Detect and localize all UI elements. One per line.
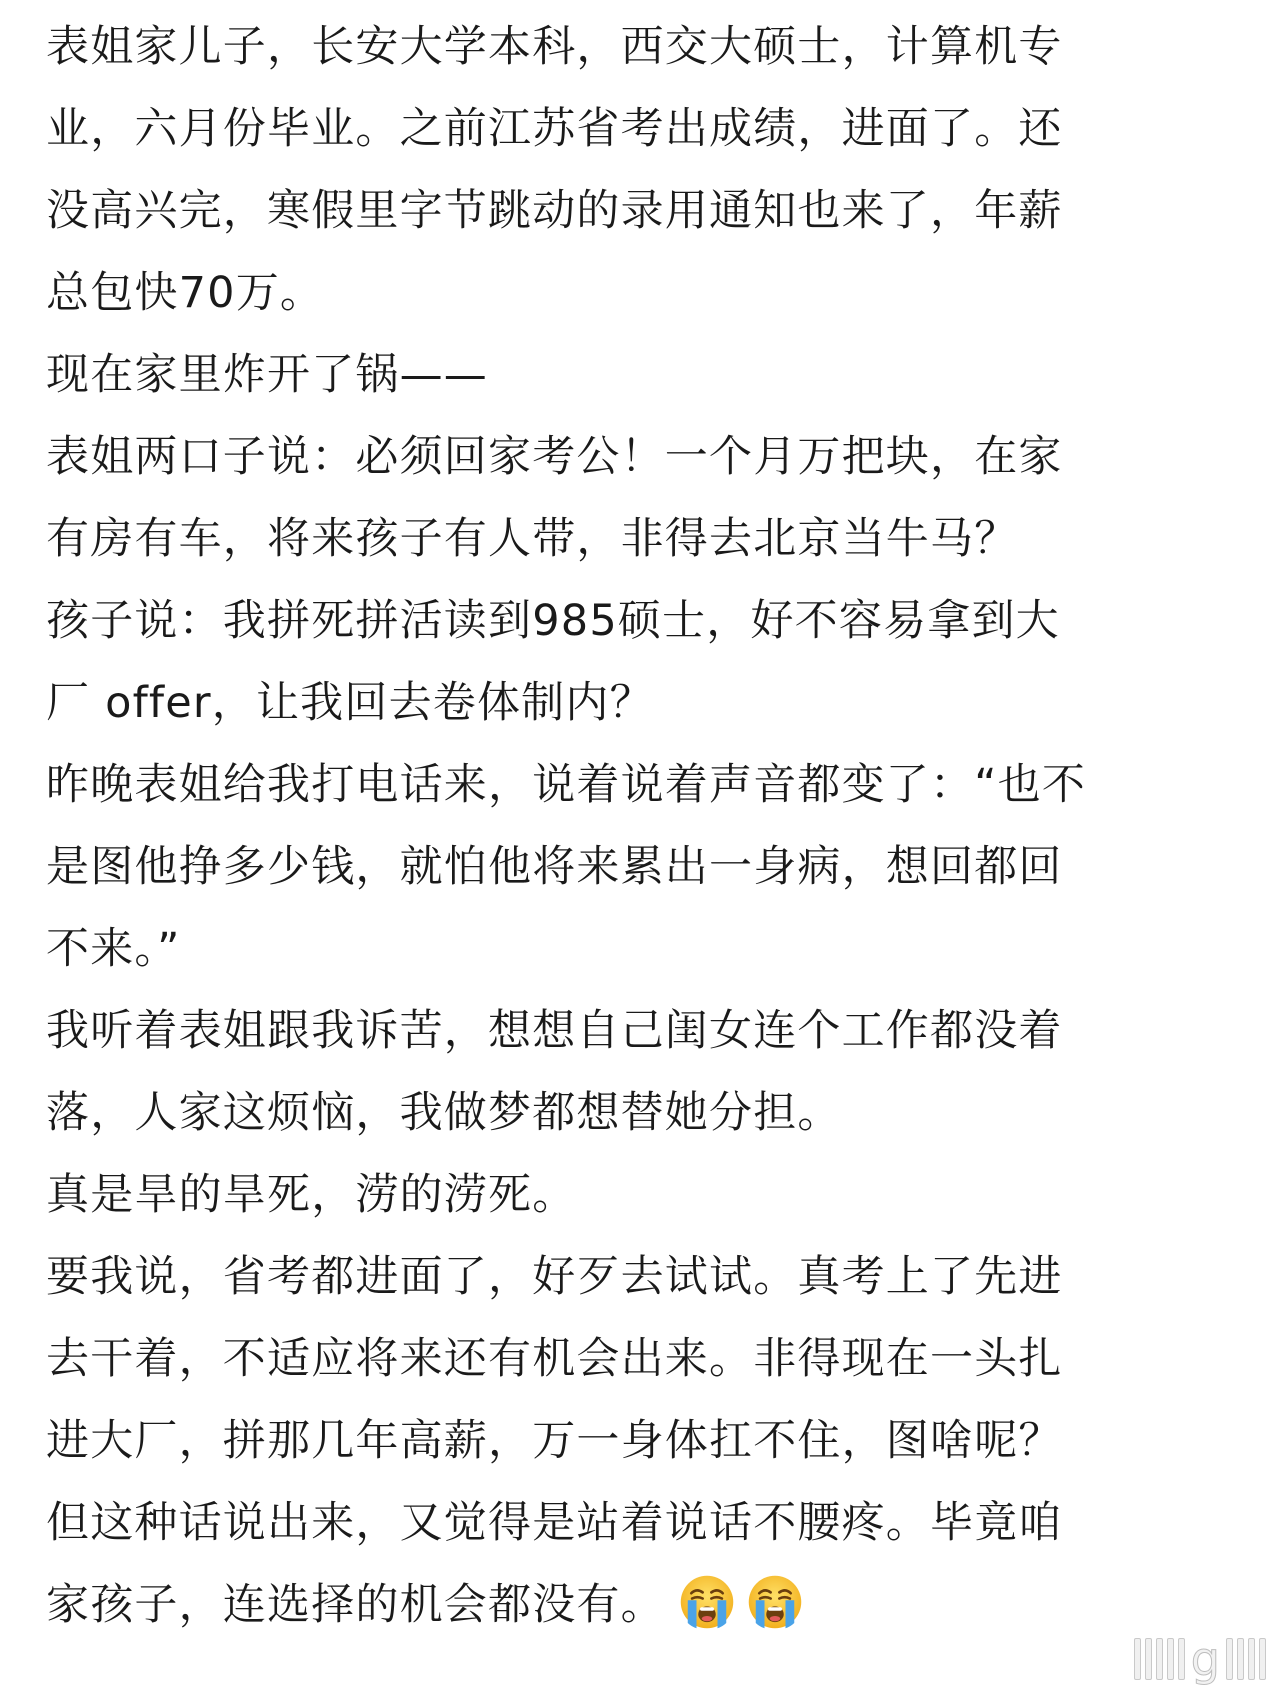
post-line-20: [46, 1564, 1246, 1646]
loudly-crying-face-icon: [747, 1574, 803, 1630]
post-line-17: 去干着，不适应将来还有机会出来。非得现在一头扎: [46, 1334, 1063, 1384]
watermark-bar-icon: [1259, 1638, 1266, 1680]
watermark-bar-icon: [1134, 1638, 1141, 1680]
watermark-bar-icon: [1145, 1638, 1152, 1680]
watermark-bar-icon: [1156, 1638, 1163, 1680]
watermark-bar-icon: [1178, 1638, 1185, 1680]
post-line-18: 进大厂，拼那几年高薪，万一身体扛不住，图啥呢？: [46, 1416, 1063, 1466]
post-line-5: 现在家里炸开了锅——: [46, 350, 488, 400]
post-line-2: 业，六月份毕业。之前江苏省考出成绩，进面了。还: [46, 104, 1063, 154]
emoji-group: [679, 1574, 803, 1630]
post-line-8: 孩子说：我拼死拼活读到985硕士，好不容易拿到大: [46, 596, 1060, 646]
post-line-1: 表姐家儿子，长安大学本科，西交大硕士，计算机专: [46, 22, 1063, 72]
watermark-glyph-icon: g: [1190, 1632, 1220, 1686]
post-line-19: 但这种话说出来，又觉得是站着说话不腰疼。毕竟咱: [46, 1498, 1063, 1548]
post-line-7: 有房有车，将来孩子有人带，非得去北京当牛马？: [46, 514, 1019, 564]
post-line-11: 是图他挣多少钱，就怕他将来累出一身病，想回都回: [46, 842, 1063, 892]
post-line-3: 没高兴完，寒假里字节跳动的录用通知也来了，年薪: [46, 186, 1063, 236]
watermark-bar-icon: [1226, 1638, 1233, 1680]
watermark-bar-icon: [1237, 1638, 1244, 1680]
post-line-16: 要我说，省考都进面了，好歹去试试。真考上了先进: [46, 1252, 1063, 1302]
watermark-bar-icon: [1167, 1638, 1174, 1680]
post-line-20-text: 家孩子，连选择的机会都没有。: [46, 1580, 665, 1630]
loudly-crying-face-icon: [679, 1574, 735, 1630]
post-line-10: 昨晚表姐给我打电话来，说着说着声音都变了：“也不: [46, 760, 1087, 810]
post-line-15: 真是旱的旱死，涝的涝死。: [46, 1170, 577, 1220]
post-line-14: 落，人家这烦恼，我做梦都想替她分担。: [46, 1088, 842, 1138]
post-line-4: 总包快70万。: [46, 268, 325, 318]
post-body: [46, 6, 1246, 1646]
post-line-6: 表姐两口子说：必须回家考公！一个月万把块，在家: [46, 432, 1063, 482]
post-line-12: 不来。”: [46, 924, 181, 974]
post-line-9: 厂 offer，让我回去卷体制内？: [46, 678, 654, 728]
watermark-bar-icon: [1248, 1638, 1255, 1680]
watermark-logo: [1134, 1632, 1266, 1686]
post-line-13: 我听着表姐跟我诉苦，想想自己闺女连个工作都没着: [46, 1006, 1063, 1056]
